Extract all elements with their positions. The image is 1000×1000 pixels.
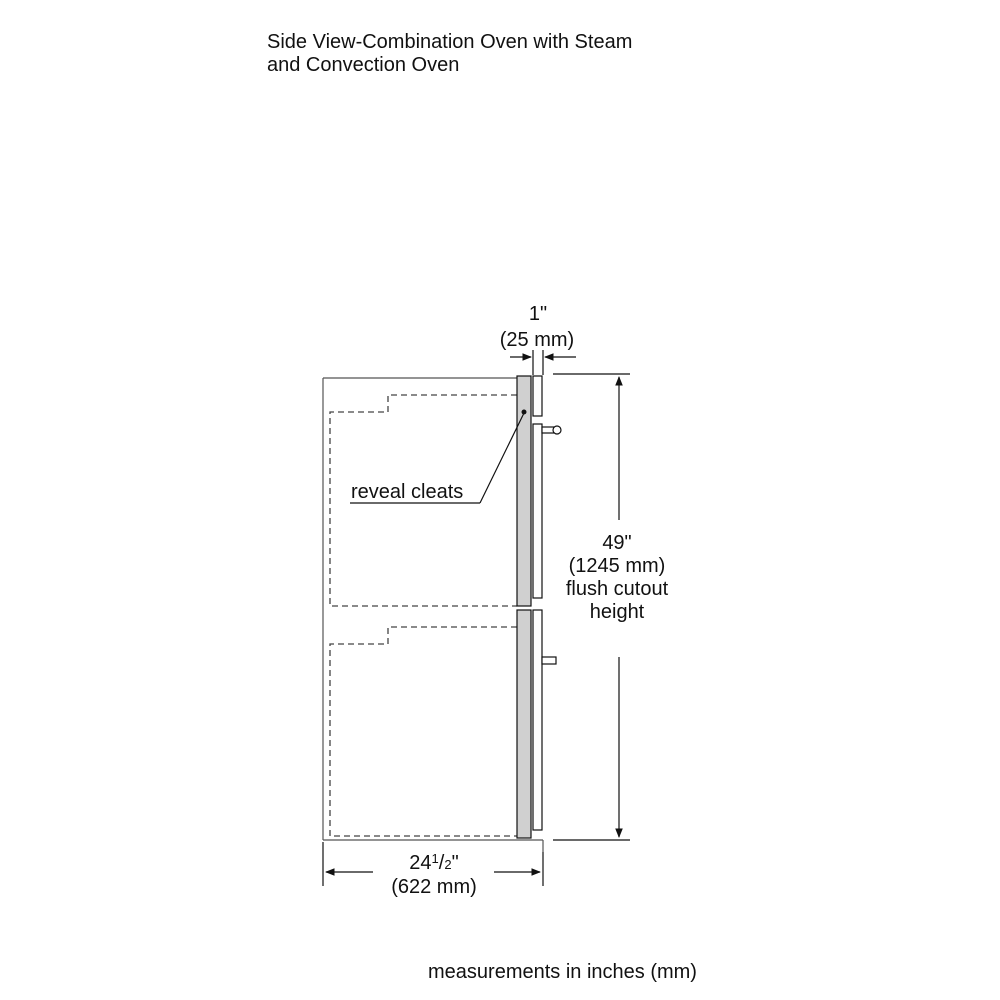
depth-fraction-numerator: 1 — [431, 851, 439, 866]
depth-whole: 24 — [409, 852, 432, 874]
reveal-cleats-label: reveal cleats — [351, 481, 464, 503]
height-label-line-1: flush cutout — [565, 578, 669, 600]
height-inches: 49" — [602, 532, 632, 554]
lower-oven-hidden-outline — [330, 627, 517, 836]
measurement-units-note: measurements in inches (mm) — [428, 961, 697, 983]
oven-door-fronts — [533, 376, 542, 830]
height-mm: (1245 mm) — [568, 555, 666, 577]
title-line-2: and Convection Oven — [267, 54, 460, 76]
depth-fraction-slash: / — [438, 852, 445, 874]
depth-inches — [409, 851, 458, 874]
title-line-1: Side View-Combination Oven with Steam — [267, 31, 633, 53]
door-handles — [542, 426, 561, 664]
reveal-cleats-leader-dot — [522, 410, 527, 415]
cabinet-outline — [323, 378, 543, 852]
depth-inch-mark: " — [451, 852, 459, 874]
height-label-line-2: height — [589, 601, 645, 623]
depth-mm: (622 mm) — [391, 876, 477, 898]
depth-fraction-denominator: 2 — [444, 857, 452, 872]
reveal-width-dimension — [510, 350, 576, 375]
lower-reveal-cleat — [517, 610, 531, 838]
reveal-width-inches: 1" — [528, 303, 548, 325]
reveal-width-mm: (25 mm) — [499, 329, 575, 351]
